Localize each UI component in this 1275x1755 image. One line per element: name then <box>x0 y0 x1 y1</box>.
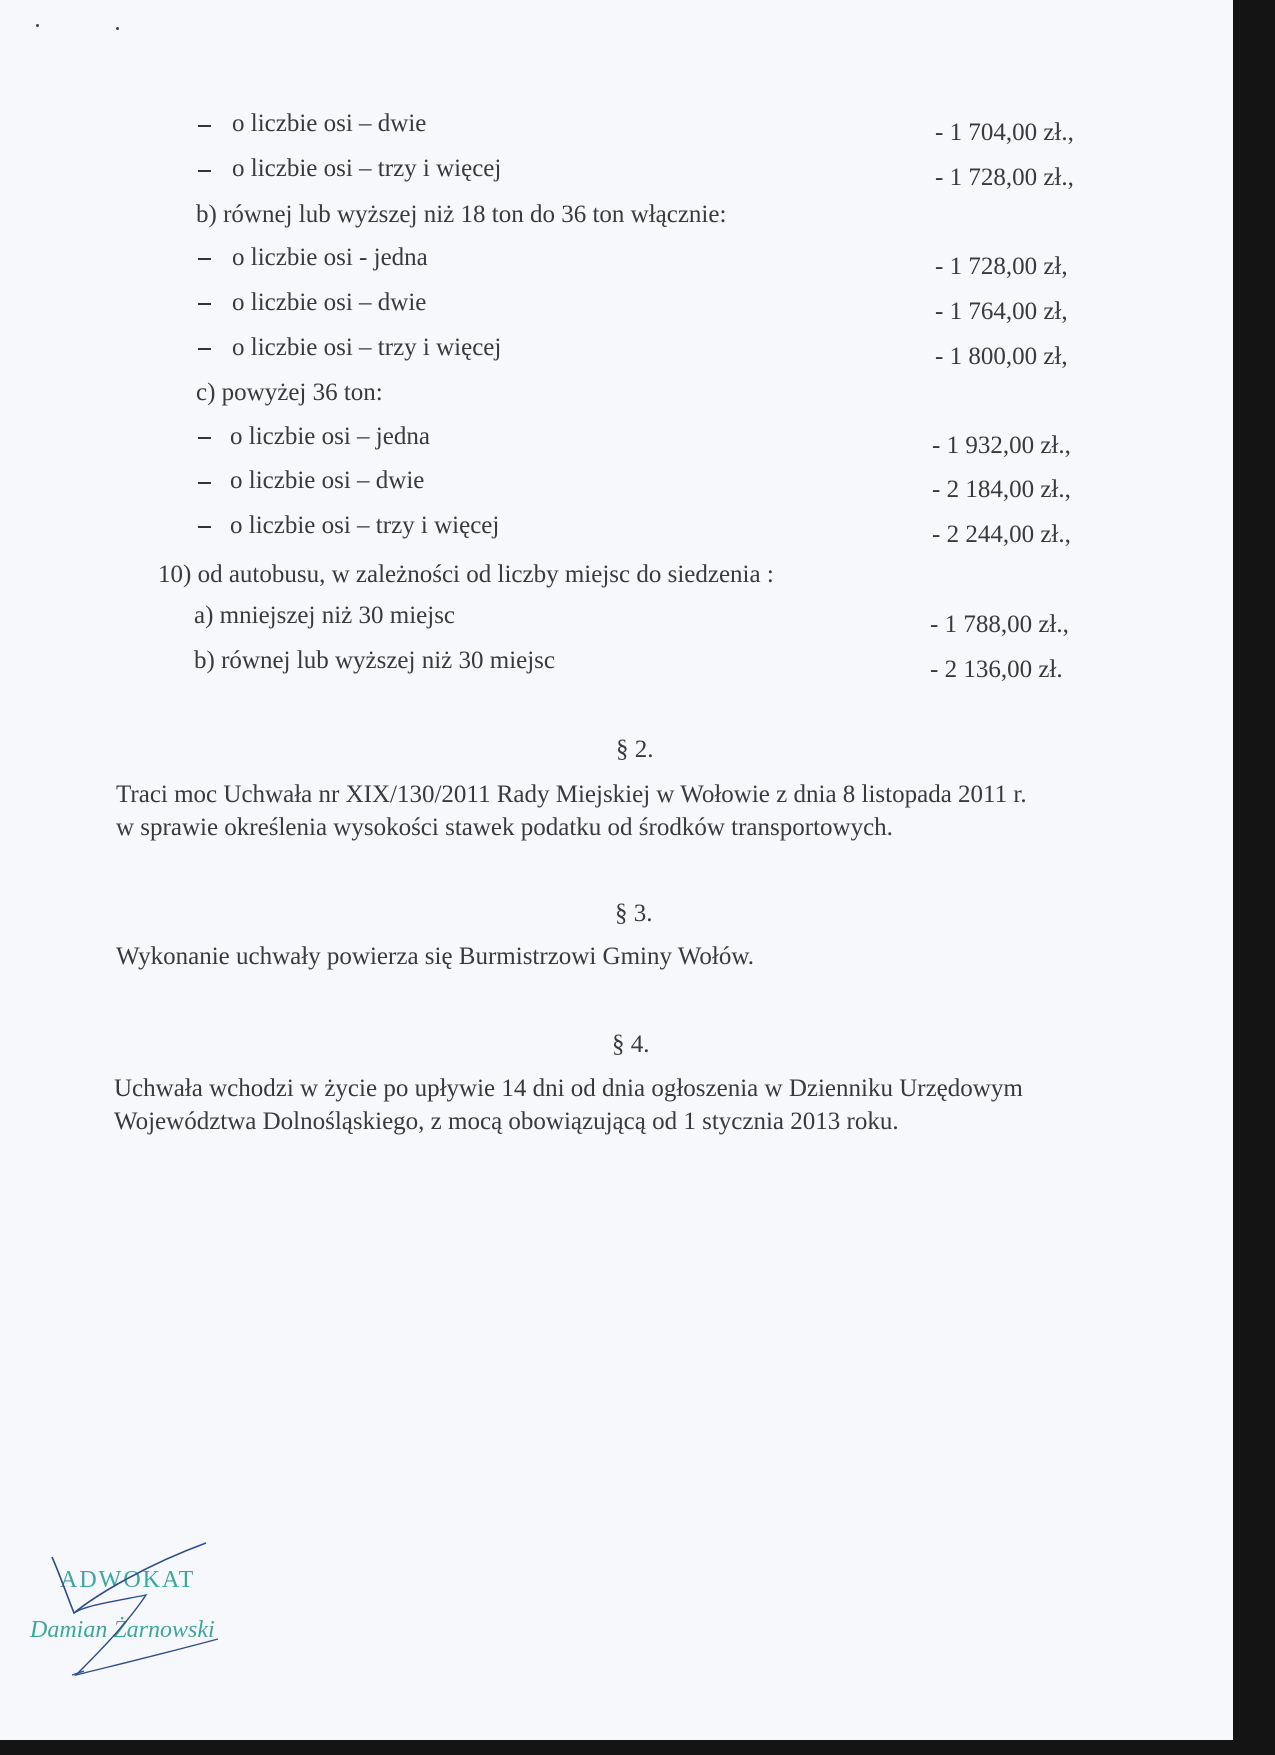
list-item-amount: - 1 788,00 zł., <box>930 611 1069 638</box>
scan-speck <box>36 24 39 27</box>
list-subheading: c) powyżej 36 ton: <box>196 379 383 406</box>
section-text-line: Województwa Dolnośląskiego, z mocą obowiązującą od 1 stycznia 2013 roku. <box>114 1108 899 1135</box>
scan-speck <box>116 27 119 30</box>
section-text-line: Wykonanie uchwały powierza się Burmistrzowi Gminy Wołów. <box>116 943 755 970</box>
section-heading: § 2. <box>616 736 654 763</box>
list-item-amount: - 1 704,00 zł., <box>935 119 1074 146</box>
section-heading: § 4. <box>612 1031 650 1058</box>
stamp-title: ADWOKAT <box>60 1567 196 1593</box>
list-heading: 10) od autobusu, w zależności od liczby miejsc do siedzenia : <box>158 561 774 588</box>
section-text-line: Uchwała wchodzi w życie po upływie 14 dni od dnia ogłoszenia w Dzienniku Urzędowym <box>114 1075 1023 1102</box>
list-item-amount: - 1 800,00 zł, <box>935 343 1068 370</box>
list-dash <box>198 348 211 350</box>
list-dash <box>198 170 211 172</box>
list-item-text: o liczbie osi – dwie <box>232 110 427 137</box>
list-dash <box>198 303 211 305</box>
list-item-amount: - 1 728,00 zł, <box>935 253 1068 280</box>
section-heading: § 3. <box>615 900 653 927</box>
section-text-line: Traci moc Uchwała nr XIX/130/2011 Rady Miejskiej w Wołowie z dnia 8 listopada 2011 r. <box>116 781 1027 808</box>
stamp-name: Damian Żarnowski <box>30 1617 215 1643</box>
list-item-text: o liczbie osi – trzy i więcej <box>232 334 502 361</box>
list-dash <box>198 482 211 484</box>
list-item-text: o liczbie osi – trzy i więcej <box>230 512 500 539</box>
list-item-text: o liczbie osi – trzy i więcej <box>232 155 502 182</box>
list-item-amount: - 2 136,00 zł. <box>930 656 1063 683</box>
list-item-text: o liczbie osi – jedna <box>230 423 430 450</box>
list-dash <box>198 258 211 260</box>
list-item-text: a) mniejszej niż 30 miejsc <box>194 602 456 629</box>
list-item-amount: - 2 244,00 zł., <box>932 521 1071 548</box>
list-dash <box>198 526 211 528</box>
list-item-text: o liczbie osi – dwie <box>232 289 427 316</box>
list-item-amount: - 2 184,00 zł., <box>932 476 1071 503</box>
list-dash <box>198 437 211 439</box>
list-subheading: b) równej lub wyższej niż 18 ton do 36 ton włącznie: <box>196 201 727 228</box>
list-item-amount: - 1 932,00 zł., <box>932 432 1071 459</box>
list-item-text: o liczbie osi - jedna <box>232 244 428 271</box>
list-item-text: o liczbie osi – dwie <box>230 467 425 494</box>
list-item-text: b) równej lub wyższej niż 30 miejsc <box>194 647 556 674</box>
section-text-line: w sprawie określenia wysokości stawek podatku od środków transportowych. <box>116 814 893 841</box>
handwritten-signature <box>26 1535 256 1680</box>
list-dash <box>198 125 211 127</box>
list-item-amount: - 1 764,00 zł, <box>935 298 1068 325</box>
list-item-amount: - 1 728,00 zł., <box>935 164 1074 191</box>
